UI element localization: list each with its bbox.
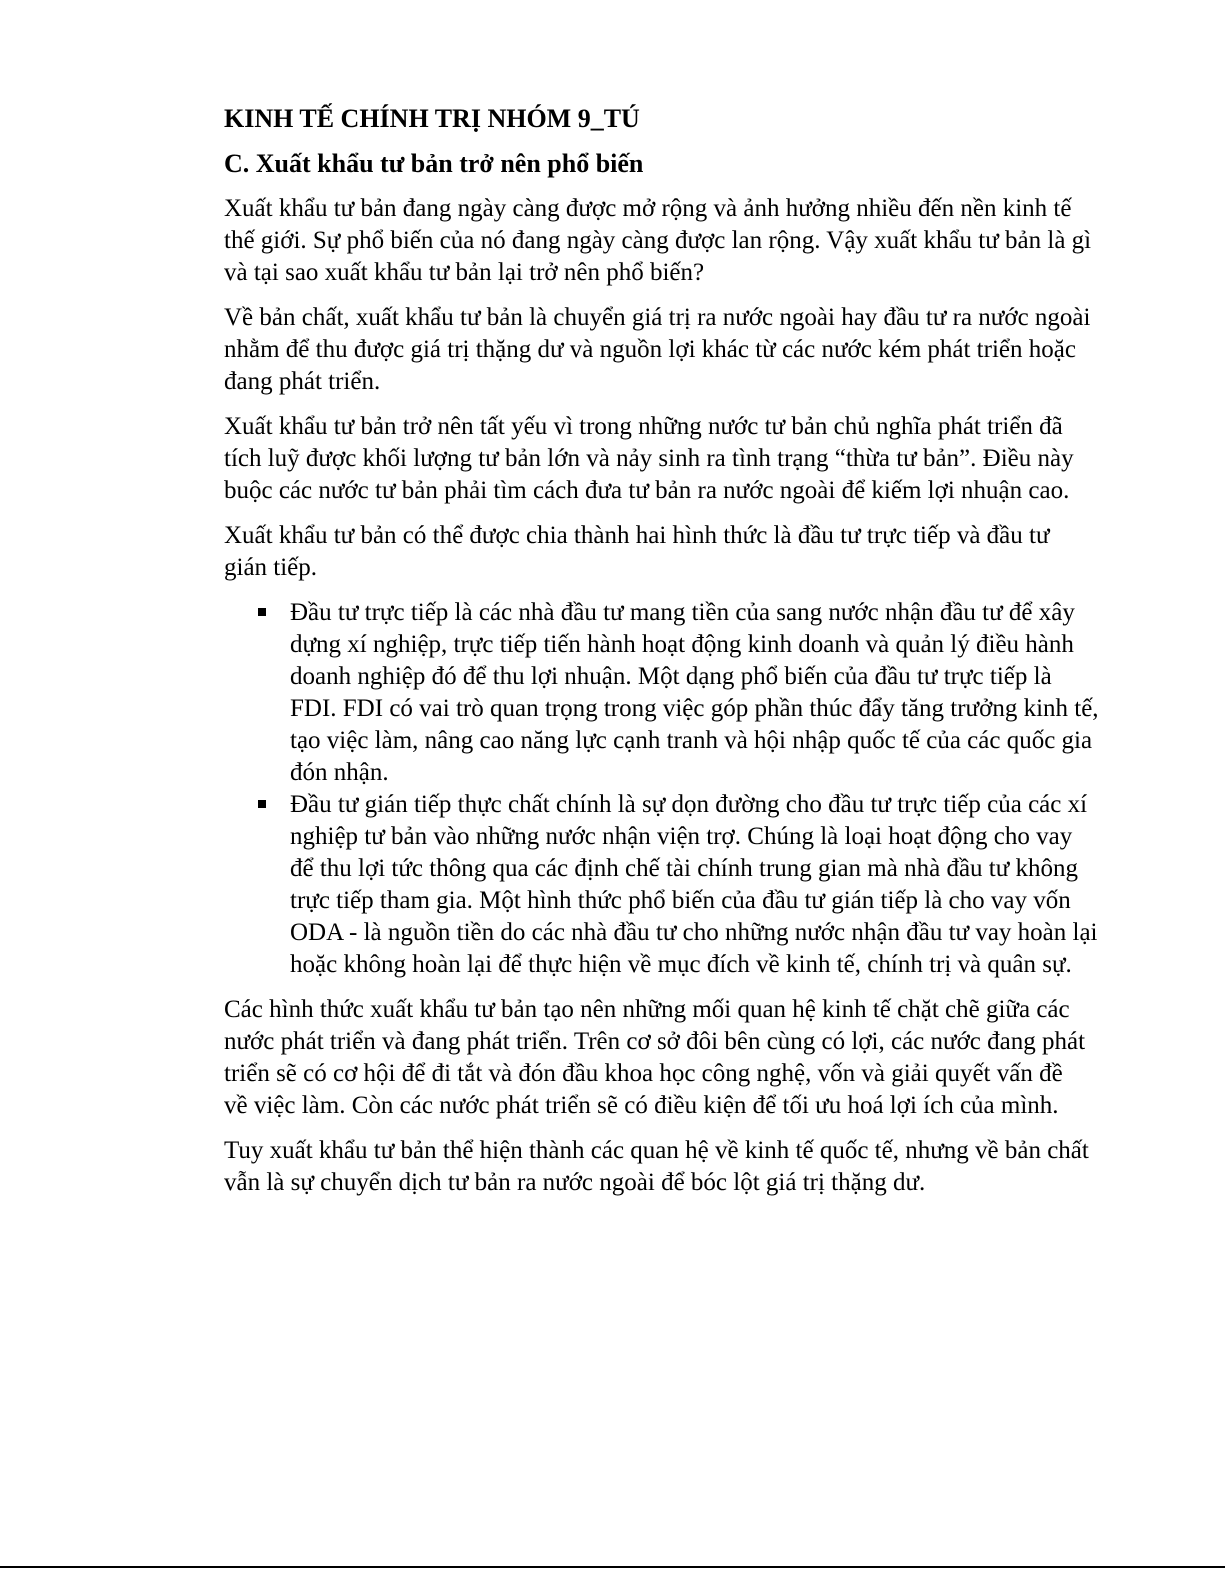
paragraph-nature: Về bản chất, xuất khẩu tư bản là chuyển giá trị ra nước ngoài hay đầu tư ra nước ngoài nhằm để thu được giá trị thặng dư và nguồn lợi khác từ các nước kém phát triển hoặc đang phát triển. bbox=[224, 304, 1091, 395]
document-body bbox=[224, 103, 1100, 1212]
section-heading: C. Xuất khẩu tư bản trở nên phổ biến bbox=[224, 149, 644, 178]
square-bullet-icon bbox=[258, 608, 266, 616]
investment-forms-list bbox=[224, 597, 1100, 981]
list-item-text: Đầu tư gián tiếp thực chất chính là sự dọn đường cho đầu tư trực tiếp của các xí nghiệp tư bản vào những nước nhận viện trợ. Chúng là loại hoạt động cho vay để thu lợi tức thông qua các định chế tài chính trung gian mà nhà đầu tư không trực tiếp tham gia. Một hình thức phổ biến của đầu tư gián tiếp là cho vay vốn ODA - là nguồn tiền do các nhà đầu tư cho những nước nhận đầu tư vay hoàn lại hoặc không hoàn lại để thực hiện về mục đích về kinh tế, chính trị và quân sự. bbox=[290, 791, 1098, 978]
page-bottom-rule bbox=[0, 1566, 1225, 1568]
paragraph-necessity: Xuất khẩu tư bản trở nên tất yếu vì trong những nước tư bản chủ nghĩa phát triển đã tích luỹ được khối lượng tư bản lớn và nảy sinh ra tình trạng “thừa tư bản”. Điều này buộc các nước tư bản phải tìm cách đưa tư bản ra nước ngoài để kiếm lợi nhuận cao. bbox=[224, 413, 1074, 504]
square-bullet-icon bbox=[258, 800, 266, 808]
list-item-direct-investment bbox=[224, 597, 1100, 789]
list-item-text: Đầu tư trực tiếp là các nhà đầu tư mang tiền của sang nước nhận đầu tư để xây dựng xí nghiệp, trực tiếp tiến hành hoạt động kinh doanh và quản lý điều hành doanh nghiệp đó để thu lợi nhuận. Một dạng phổ biến của đầu tư trực tiếp là FDI. FDI có vai trò quan trọng trong việc góp phần thúc đẩy tăng trưởng kinh tế, tạo việc làm, nâng cao năng lực cạnh tranh và hội nhập quốc tế của các quốc gia đón nhận. bbox=[290, 599, 1099, 786]
paragraph-intro: Xuất khẩu tư bản đang ngày càng được mở rộng và ảnh hưởng nhiều đến nền kinh tế thế giới. Sự phổ biến của nó đang ngày càng được lan rộng. Vậy xuất khẩu tư bản là gì và tại sao xuất khẩu tư bản lại trở nên phổ biến? bbox=[224, 195, 1092, 286]
paragraph-forms: Xuất khẩu tư bản có thể được chia thành hai hình thức là đầu tư trực tiếp và đầu tư gián tiếp. bbox=[224, 522, 1050, 581]
paragraph-relations: Các hình thức xuất khẩu tư bản tạo nên những mối quan hệ kinh tế chặt chẽ giữa các nước phát triển và đang phát triển. Trên cơ sở đôi bên cùng có lợi, các nước đang phát triển sẽ có cơ hội để đi tắt và đón đầu khoa học công nghệ, vốn và giải quyết vấn đề về việc làm. Còn các nước phát triển sẽ có điều kiện để tối ưu hoá lợi ích của mình. bbox=[224, 996, 1086, 1119]
paragraph-conclusion: Tuy xuất khẩu tư bản thể hiện thành các quan hệ về kinh tế quốc tế, nhưng về bản chất vẫn là sự chuyển dịch tư bản ra nước ngoài để bóc lột giá trị thặng dư. bbox=[224, 1137, 1089, 1196]
document-title: KINH TẾ CHÍNH TRỊ NHÓM 9_TÚ bbox=[224, 104, 640, 133]
list-item-indirect-investment bbox=[224, 789, 1100, 981]
